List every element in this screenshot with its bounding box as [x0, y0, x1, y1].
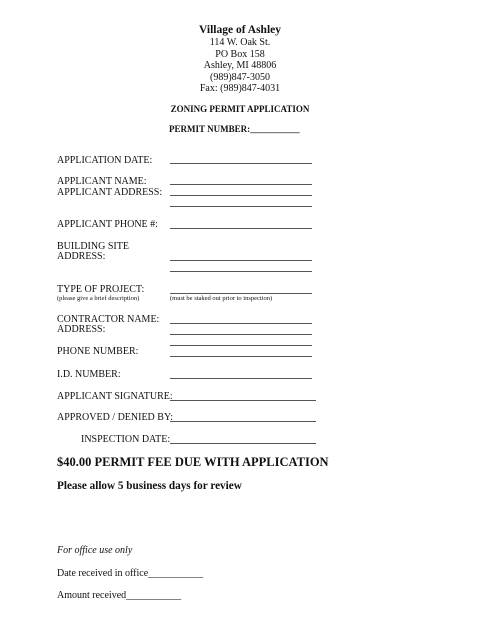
application-date-label: APPLICATION DATE:: [57, 155, 153, 166]
applicant-signature-line[interactable]: [170, 400, 316, 401]
id-number-line[interactable]: [170, 378, 312, 379]
date-received-blank[interactable]: ___________: [148, 568, 204, 579]
building-site-line-1[interactable]: [170, 260, 312, 261]
applicant-address-line-2[interactable]: [170, 206, 312, 207]
fee-notice: $40.00 PERMIT FEE DUE WITH APPLICATION: [57, 455, 329, 469]
review-notice: Please allow 5 business days for review: [57, 480, 242, 492]
amount-received-blank[interactable]: ___________: [126, 590, 182, 601]
contractor-address-label: ADDRESS:: [57, 324, 106, 335]
staked-note: (must be staked out prior to inspection): [170, 295, 273, 302]
office-use-heading: For office use only: [57, 545, 133, 556]
city-line: Ashley, MI 48806: [203, 60, 277, 71]
type-of-project-hint: (please give a brief description): [57, 295, 140, 302]
applicant-address-label: APPLICANT ADDRESS:: [57, 187, 163, 198]
address-line-2: PO Box 158: [215, 48, 265, 60]
contractor-name-label: CONTRACTOR NAME:: [57, 314, 160, 325]
inspection-date-label: INSPECTION DATE:: [81, 434, 171, 445]
approved-denied-line[interactable]: [170, 421, 316, 422]
amount-received-text: Amount received: [57, 590, 127, 601]
contractor-address-line-1[interactable]: [170, 334, 312, 335]
building-site-address-label: ADDRESS:: [57, 251, 106, 262]
applicant-name-label: APPLICANT NAME:: [57, 176, 147, 187]
permit-number-blank[interactable]: ___________: [250, 124, 300, 134]
applicant-phone-label: APPLICANT PHONE #:: [57, 219, 158, 230]
applicant-name-line[interactable]: [170, 184, 312, 185]
phone-number-line[interactable]: [170, 356, 312, 357]
permit-number-text: PERMIT NUMBER:: [169, 124, 251, 134]
type-of-project-line[interactable]: [170, 293, 312, 294]
permit-number-label: [169, 124, 300, 134]
phone-line: (989)847-3050: [210, 71, 270, 83]
form-title: ZONING PERMIT APPLICATION: [170, 104, 310, 114]
org-name: Village of Ashley: [199, 24, 281, 36]
amount-received-label: [57, 590, 181, 601]
date-received-label: [57, 568, 203, 579]
id-number-label: I.D. NUMBER:: [57, 369, 121, 380]
applicant-phone-line[interactable]: [170, 228, 312, 229]
building-site-line-2[interactable]: [170, 271, 312, 272]
application-date-line[interactable]: [170, 163, 312, 164]
date-received-text: Date received in office: [57, 568, 149, 579]
approved-denied-label: APPROVED / DENIED BY:: [57, 412, 174, 423]
building-site-label: BUILDING SITE: [57, 241, 129, 252]
applicant-signature-label: APPLICANT SIGNATURE:: [57, 391, 173, 402]
contractor-name-line[interactable]: [170, 323, 312, 324]
contractor-address-line-2[interactable]: [170, 345, 312, 346]
phone-number-label: PHONE NUMBER:: [57, 346, 139, 357]
fax-line: Fax: (989)847-4031: [199, 83, 281, 94]
inspection-date-line[interactable]: [170, 443, 316, 444]
type-of-project-label: TYPE OF PROJECT:: [57, 284, 145, 295]
applicant-address-line-1[interactable]: [170, 195, 312, 196]
address-line-1: 114 W. Oak St.: [209, 37, 271, 48]
